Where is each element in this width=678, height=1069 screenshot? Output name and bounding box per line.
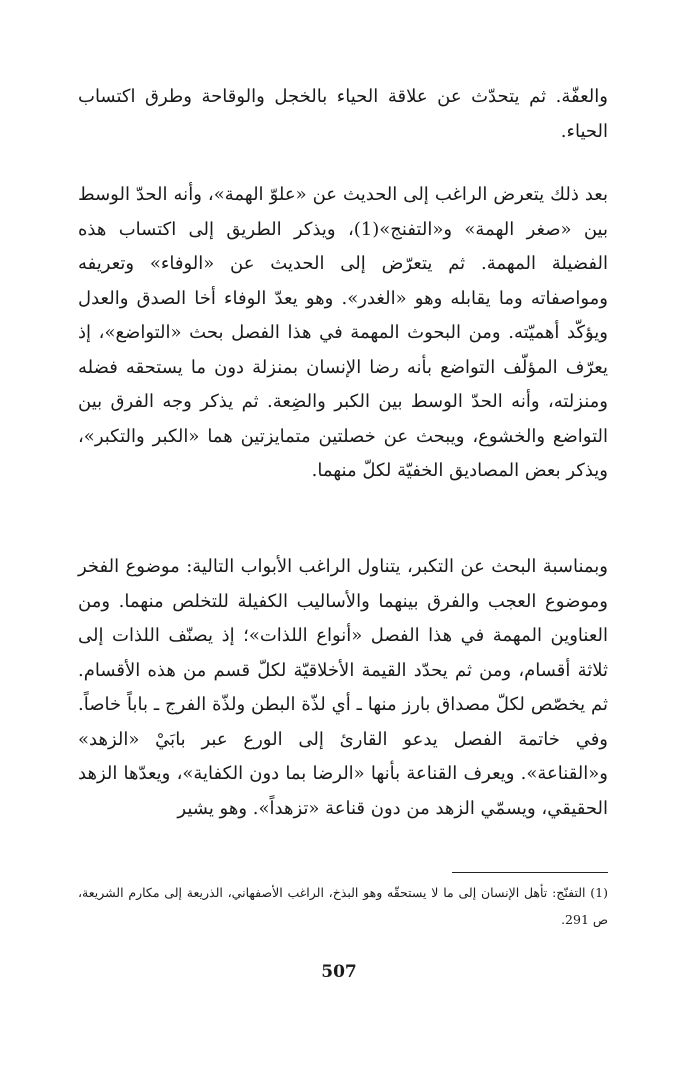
paragraph-text: بعد ذلك يتعرض الراغب إلى الحديث عن «علوّ الهمة»، وأنه الحدّ الوسط بين «صغر الهمة» و«التفنج»(1)، ويذكر الطريق إلى اكتساب هذه الفضيلة المهمة. ثم يتعرّض إلى الحديث عن «الوفاء» وتعريفه ومواصفاته وما يقابله وهو «الغدر». وهو يعدّ الوفاء أخا الصدق والعدل ويؤكّد أهميّته. ومن البحوث المهمة في هذا الفصل بحث «التواضع»، إذ يعرّف المؤلّف التواضع بأنه رضا الإنسان بمنزلة دون ما يستحقه فضله ومنزلته، وأنه الحدّ الوسط بين الكبر والضِعة. ثم يذكر وجه الفرق بين التواضع والخشوع، ويبحث عن خصلتين متمايزتين هما «الكبر والتكبر»، ويذكر بعض المصاديق الخفيّة لكلّ منهما. [78,184,608,481]
footnote: (1) التفنّج: تأهل الإنسان إلى ما لا يستحقّه وهو البذخ، الراغب الأصفهاني، الذريعة إلى مكارم الشريعة، ص 291. [78,885,608,927]
paragraph-arrogance [78,550,608,826]
paragraph-continued [78,80,608,149]
page-number: 507 [321,962,357,982]
paragraph-text: والعفّة. ثم يتحدّث عن علاقة الحياء بالخجل والوقاحة وطرق اكتساب الحياء. [78,86,608,142]
footnote-separator [452,872,608,873]
paragraph-high-aspiration [78,178,608,489]
paragraph-text: وبمناسبة البحث عن التكبر، يتناول الراغب الأبواب التالية: موضوع الفخر وموضوع العجب والفرق بينهما والأساليب الكفيلة للتخلص منهما. ومن العناوين المهمة في هذا الفصل «أنواع اللذات»؛ إذ يصنّف اللذات إلى ثلاثة أقسام، ومن ثم يحدّد القيمة الأخلاقيّة لكلّ قسم من هذه الأقسام. ثم يخصّص لكلّ مصداق بارز منها ـ أي لذّة البطن ولذّة الفرج ـ باباً خاصاً. وفي خاتمة الفصل يدعو القارئ إلى الورع عبر بابَيْ «الزهد» و«القناعة». ويعرف القناعة بأنها «الرضا بما دون الكفاية»، ويعدّها الزهد الحقيقي، ويسمّي الزهد من دون قناعة «تزهداً». وهو يشير [78,556,608,819]
